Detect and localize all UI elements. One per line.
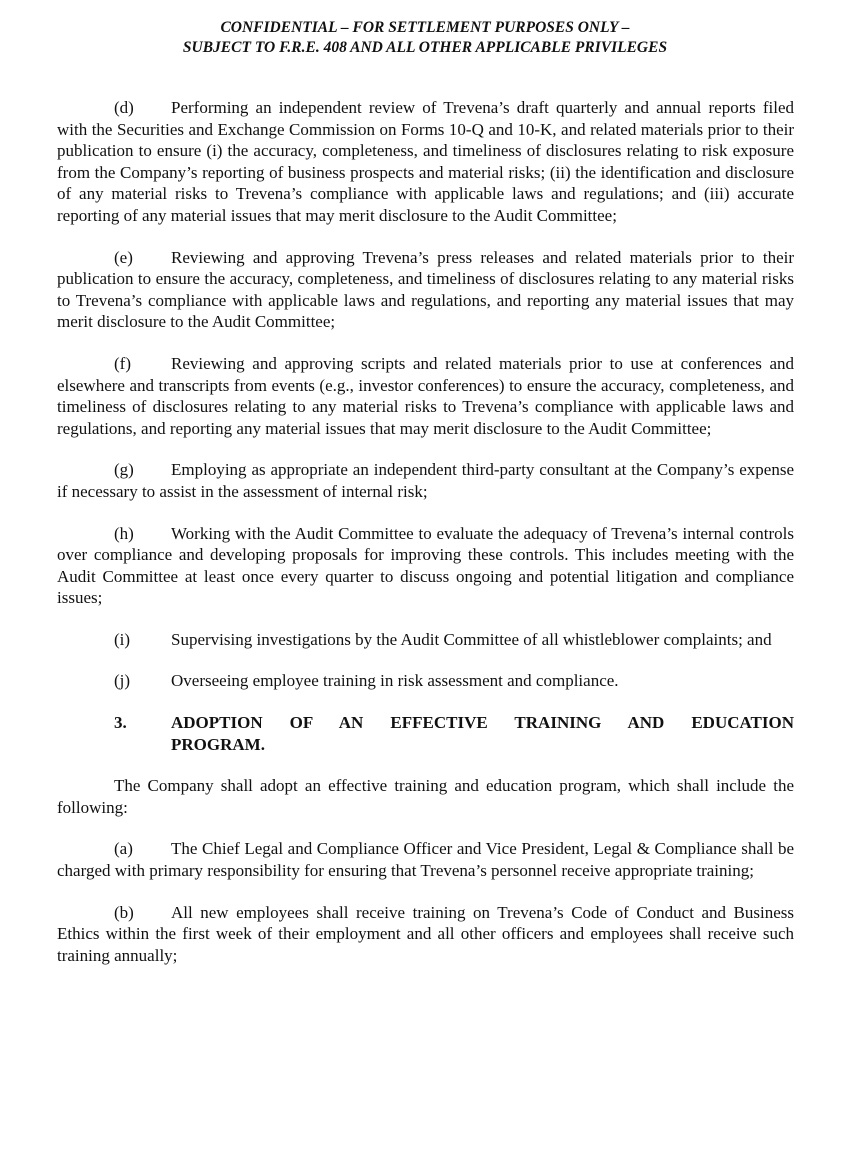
paragraph-label: (e) [114,247,133,267]
paragraph-text: Supervising investigations by the Audit Committee of all whistleblower complaints; and [171,629,772,649]
paragraph-label: (d) [114,98,134,117]
confidentiality-header [0,18,850,58]
header-line-2: SUBJECT TO F.R.E. 408 AND ALL OTHER APPLICABLE PRIVILEGES [182,39,668,56]
document-body [57,97,794,986]
paragraph-label: (i) [114,629,131,649]
paragraph-label: (g) [114,460,134,480]
paragraph-f [57,353,794,439]
paragraph-h [57,523,794,609]
paragraph-g [57,459,794,502]
paragraph-text: Reviewing and approving Trevena’s press releases and related materials prior to their publication to ensure the accuracy, completeness, and timeliness of disclosures relating to any material risks to Trevena’s compliance with applicable laws and regulations, and reporting any material issues that may merit disclosure to the Audit Committee; [57,247,794,332]
paragraph-j [57,670,794,692]
paragraph-i [57,629,794,651]
paragraph-text: Overseeing employee training in risk assessment and compliance. [171,671,619,691]
paragraph-a [57,838,794,881]
paragraph-text: Employing as appropriate an independent third-party consultant at the Company’s expense if necessary to assist in the assessment of internal risk; [57,460,794,501]
paragraph-label: (f) [114,353,131,373]
paragraph-label: (a) [114,839,133,859]
section-intro: The Company shall adopt an effective training and education program, which shall include the following: [57,776,794,817]
paragraph-text: Performing an independent review of Trevena’s draft quarterly and annual reports filed with the Securities and Exchange Commission on Forms 10-Q and 10-K, and related materials prior to their publication to ensure (i) the accuracy, completeness, and timeliness of disclosures relating to risk exposure from the Company’s reporting of business prospects and material risks; (ii) the identification and disclosure of any material risks to Trevena’s compliance with applicable laws and regulations; and (iii) accurate reporting of any material issues that may merit disclosure to the Audit Committee; [57,98,794,225]
paragraph-b [57,902,794,967]
paragraph-text: Working with the Audit Committee to evaluate the adequacy of Trevena’s internal controls over compliance and developing proposals for improving these controls. This includes meeting with the Audit Committee at least once every quarter to discuss ongoing and potential litigation and compliance issues; [57,523,794,608]
paragraph-text: Reviewing and approving scripts and related materials prior to use at conferences and elsewhere and transcripts from events (e.g., investor conferences) to ensure the accuracy, completeness, and timeliness of disclosures relating to any material risks to Trevena’s compliance with applicable laws and regulations, and reporting any material issues that may merit disclosure to the Audit Committee; [57,353,794,438]
paragraph-d [57,97,794,227]
paragraph-label: (j) [114,671,131,691]
section-heading [57,712,794,755]
header-line-1: CONFIDENTIAL – FOR SETTLEMENT PURPOSES ONLY – [220,19,630,36]
paragraph-label: (b) [114,902,134,922]
section-title-line-2: PROGRAM. [171,734,265,754]
paragraph-text: All new employees shall receive training on Trevena’s Code of Conduct and Business Ethics within the first week of their employment and all other officers and employees shall receive such training annually; [57,902,794,965]
section-title-line-1: ADOPTION OF AN EFFECTIVE TRAINING AND EDUCATION [171,713,794,733]
paragraph-e [57,247,794,333]
section-number: 3. [114,713,127,733]
paragraph-text: The Chief Legal and Compliance Officer and Vice President, Legal & Compliance shall be charged with primary responsibility for ensuring that Trevena’s personnel receive appropriate training; [57,839,794,881]
paragraph-label: (h) [114,523,134,543]
